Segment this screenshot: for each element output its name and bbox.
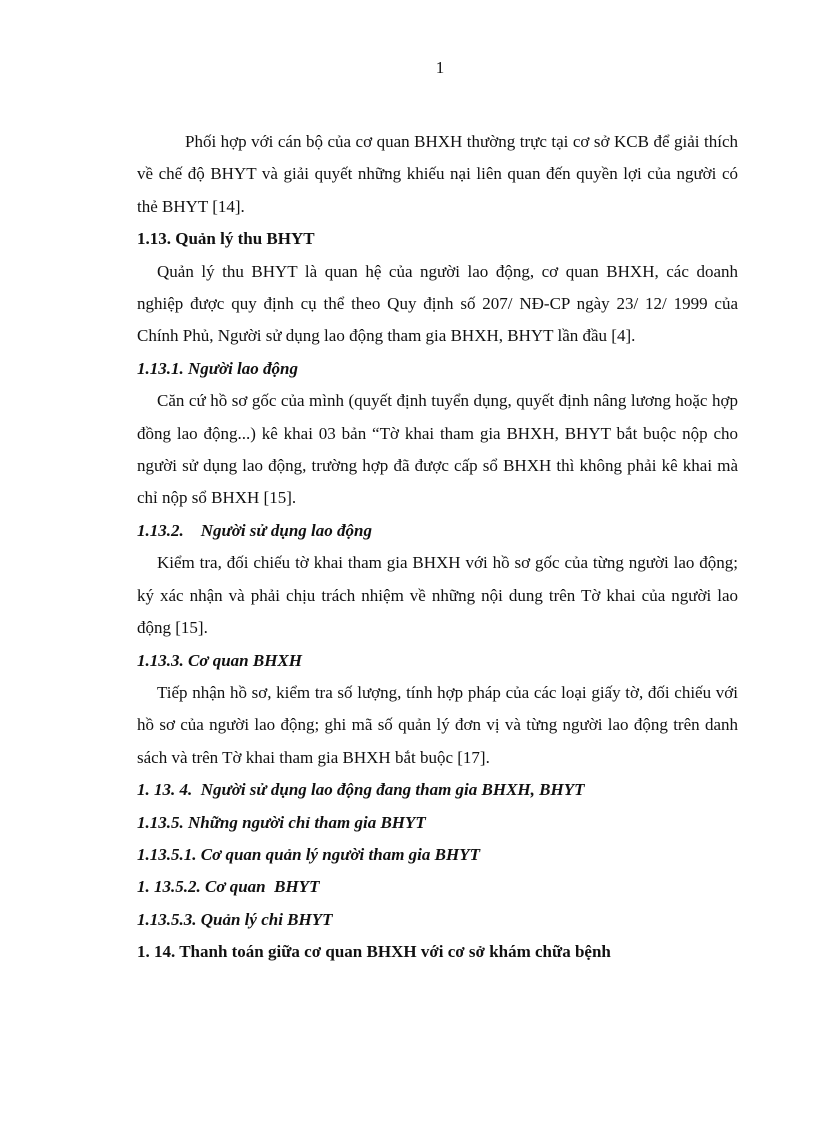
page-number: 1 [435,58,445,77]
heading-1-13-5-3: 1.13.5.3. Quản lý chi BHYT [137,909,333,929]
heading-1-14: 1. 14. Thanh toán giữa cơ quan BHXH với cơ sở khám chữa bệnh [137,942,611,962]
document-body [137,126,738,969]
heading-1-13-4: 1. 13. 4. Người sử dụng lao động đang tham gia BHXH, BHYT [137,780,585,800]
paragraph-co-quan-bhxh: Tiếp nhận hồ sơ, kiểm tra số lượng, tính hợp pháp của các loại giấy tờ, đối chiếu với hồ sơ của người lao động; ghi mã số quản lý đơn vị và từng người lao động trên danh sách và trên Tờ khai tham gia BHXH bắt buộc [17]. [137,682,738,767]
heading-1-13: 1.13. Quản lý thu BHYT [137,229,315,249]
heading-1-13-5-1: 1.13.5.1. Cơ quan quản lý người tham gia BHYT [137,844,480,864]
heading-1-13-5: 1.13.5. Những người chỉ tham gia BHYT [137,812,426,832]
paragraph-nguoi-lao-dong: Căn cứ hồ sơ gốc của mình (quyết định tuyển dụng, quyết định nâng lương hoặc hợp đồng lao động...) kê khai 03 bản “Tờ khai tham gia BHXH, BHYT bắt buộc nộp cho người sử dụng lao động, trường hợp đã được cấp sổ BHXH thì không phải kê khai mà chỉ nộp sổ BHXH [15]. [137,391,738,508]
paragraph-bhxh-coordination: Phối hợp với cán bộ của cơ quan BHXH thường trực tại cơ sở KCB để giải thích về chế độ BHYT và giải quyết những khiếu nại liên quan đến quyền lợi của người có thẻ BHYT [14]. [137,132,738,216]
heading-1-13-2: 1.13.2. Người sử dụng lao động [137,520,372,540]
paragraph-nguoi-su-dung: Kiểm tra, đối chiếu tờ khai tham gia BHXH với hồ sơ gốc của từng người lao động; ký xác nhận và phải chịu trách nhiệm về những nội dung trên Tờ khai của người lao động [15]. [137,553,738,638]
heading-1-13-3: 1.13.3. Cơ quan BHXH [137,650,302,670]
heading-1-13-5-2: 1. 13.5.2. Cơ quan BHYT [137,877,320,897]
paragraph-quan-ly-thu: Quản lý thu BHYT là quan hệ của người lao động, cơ quan BHXH, các doanh nghiệp được quy định cụ thể theo Quy định số 207/ NĐ-CP ngày 23/ 12/ 1999 của Chính Phủ, Người sử dụng lao động tham gia BHXH, BHYT lần đầu [4]. [137,261,738,346]
heading-1-13-1: 1.13.1. Người lao động [137,358,298,378]
